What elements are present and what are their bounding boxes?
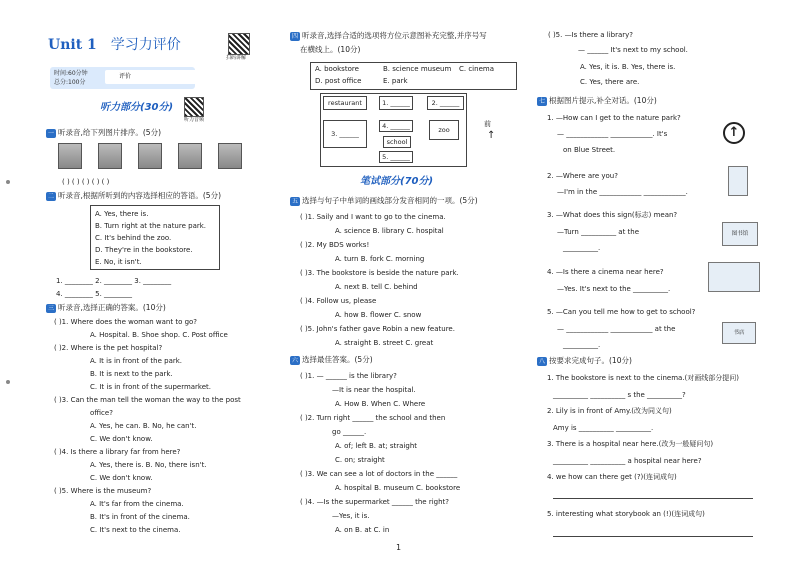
section-heading	[290, 31, 487, 41]
page-number: 1	[396, 543, 402, 552]
section-heading-text: 听录音,选择正确的答案。(10分)	[58, 303, 166, 312]
building-icon	[728, 166, 748, 196]
option: E. park	[383, 77, 408, 85]
library-sign: 图书馆	[722, 222, 758, 246]
options: A. Yes, it is. B. Yes, there is.	[580, 63, 676, 71]
binding-hole	[6, 380, 10, 384]
section-heading	[290, 196, 478, 206]
building-icon	[138, 143, 162, 169]
answer-line: —Yes, it is.	[332, 512, 370, 520]
binding-hole	[6, 180, 10, 184]
section-number: 一	[47, 129, 54, 137]
option: C. We don't know.	[90, 474, 153, 482]
info-box	[50, 67, 195, 89]
answer-line[interactable]: — ____________ ____________ at the	[557, 325, 676, 333]
section-heading-text: 选择最佳答案。(5分)	[302, 355, 373, 364]
answer-line[interactable]	[553, 536, 753, 537]
question: ( )4. Follow us, please	[300, 297, 377, 305]
answer-line[interactable]: __________.	[563, 341, 601, 349]
qr-code-icon	[184, 97, 204, 117]
direction-map	[320, 93, 467, 167]
unit-title	[48, 37, 181, 55]
options-box	[310, 62, 517, 90]
time-info: 时间:60分钟	[54, 70, 88, 77]
option: C. cinema	[459, 65, 494, 73]
map-blank-1[interactable]: 1. ______	[379, 96, 413, 110]
section-number: 六	[291, 356, 298, 364]
map-zoo: zoo	[429, 120, 459, 140]
question: 3. —What does this sign(标志) mean?	[547, 211, 678, 219]
answer-brackets: ( ) ( ) ( ) ( ) ( )	[62, 178, 110, 186]
section-heading	[46, 191, 221, 201]
option: E. No, it isn't.	[95, 258, 142, 266]
section-number: 二	[47, 192, 54, 200]
option: B. Turn right at the nature park.	[95, 222, 207, 230]
options: A. How B. When C. Where	[335, 400, 426, 408]
option: B. It's in front of the cinema.	[90, 513, 190, 521]
arrow-up-icon: ↑	[723, 122, 745, 144]
question: 4. —Is there a cinema near here?	[547, 268, 664, 276]
question: office?	[90, 409, 113, 417]
question: ( )3. Can the man tell the woman the way to the post	[54, 396, 241, 404]
options: A. science B. library C. hospital	[335, 227, 444, 235]
section-number: 三	[47, 304, 54, 312]
options: A. how B. flower C. snow	[335, 311, 422, 319]
option: A. It is in front of the park.	[90, 357, 183, 365]
question: 2. —Where are you?	[547, 172, 618, 180]
question: ( )5. Where is the museum?	[54, 487, 152, 495]
options: A. Yes, there is. B. No, there isn't.	[90, 461, 207, 469]
listening-title: 听力部分(30分)	[100, 102, 174, 113]
qr-code-icon	[228, 33, 250, 55]
map-blank-4[interactable]: 4. ______	[379, 120, 413, 132]
section-heading-text: 听录音,给下列图片排序。(5分)	[58, 128, 162, 137]
option: C. It is in front of the supermarket.	[90, 383, 212, 391]
option: C. It's behind the zoo.	[95, 234, 172, 242]
option: C. It's next to the cinema.	[90, 526, 181, 534]
building-icon	[218, 143, 242, 169]
section-heading-text: 听录音,选择合适的选项将方位示意图补充完整,并序号写	[302, 31, 487, 40]
answer-blanks[interactable]: 1. ________ 2. ________ 3. ________	[56, 277, 172, 285]
front-label: 前	[484, 120, 491, 128]
question: 5. —Can you tell me how to get to school?	[547, 308, 696, 316]
option: D. post office	[315, 77, 362, 85]
options: A. on B. at C. in	[335, 526, 390, 534]
map-restaurant: restaurant	[323, 96, 367, 110]
question: ( )2. My BDS works!	[300, 241, 370, 249]
question: ( )1. — ______ is the library?	[300, 372, 397, 380]
unit-title-cn: 学习力评价	[110, 37, 181, 53]
building-icon	[178, 143, 202, 169]
answer-line[interactable]: —I'm in the ____________ ____________.	[557, 188, 688, 196]
section-heading	[537, 96, 657, 106]
question: go ______.	[332, 428, 367, 436]
qr-label: 扫码讲解	[226, 55, 247, 61]
options: A. of; left B. at; straight	[335, 442, 418, 450]
answer-line: — ______ It's next to my school.	[578, 46, 688, 54]
section-number: 七	[538, 97, 545, 105]
answer-line[interactable]: __________ __________ s the __________?	[553, 391, 686, 399]
option: A. It's far from the cinema.	[90, 500, 184, 508]
map-blank-2[interactable]: 2. ______	[427, 96, 464, 110]
answer-line[interactable]	[553, 498, 753, 499]
score-info: 总分:100分	[54, 79, 86, 86]
question: 3. There is a hospital near here.(改为一般疑问句)	[547, 440, 714, 448]
section-number: 五	[291, 197, 298, 205]
answer-line[interactable]: —Turn __________ at the	[557, 228, 640, 236]
question: ( )1. Saily and I want to go to the cinema.	[300, 213, 446, 221]
grade-field: 评价	[105, 70, 201, 84]
bookstore-sign: 书店	[722, 322, 756, 344]
section-heading-text: 听录音,根据所听到的内容选择相应的答语。(5分)	[58, 191, 222, 200]
option: C. We don't know.	[90, 435, 153, 443]
section-heading	[46, 303, 166, 313]
question: 1. The bookstore is next to the cinema.(对画线部分提问)	[547, 374, 739, 382]
question: ( )5. —Is there a library?	[548, 31, 634, 39]
section-number: 四	[291, 32, 298, 40]
unit-label: Unit 1	[48, 37, 97, 53]
option: D. They're in the bookstore.	[95, 246, 193, 254]
question: ( )5. John's father gave Robin a new feature.	[300, 325, 455, 333]
section-heading-text: 根据图片提示,补全对话。(10分)	[549, 96, 657, 105]
building-icon	[58, 143, 82, 169]
answer-blanks[interactable]: 4. ________ 5. ________	[56, 290, 133, 298]
question: 2. Lily is in front of Amy.(改为同义句)	[547, 407, 672, 415]
option: B. It is next to the park.	[90, 370, 173, 378]
options: A. Yes, he can. B. No, he can't.	[90, 422, 197, 430]
options: A. straight B. street C. great	[335, 339, 434, 347]
answer-line[interactable]: Amy is __________ __________.	[553, 424, 654, 432]
arrow-up-icon: ↑	[487, 130, 496, 141]
option: C. Yes, there are.	[580, 78, 640, 86]
question: ( )3. We can see a lot of doctors in the ______	[300, 470, 458, 478]
map-blank-5[interactable]: 5. ______	[379, 151, 413, 163]
section-heading-cont: 在横线上。(10分)	[300, 45, 361, 54]
answer-line: —It is near the hospital.	[332, 386, 416, 394]
answer-line[interactable]: __________ __________ a hospital near here?	[553, 457, 702, 465]
question: 1. —How can I get to the nature park?	[547, 114, 681, 122]
option: B. science museum	[383, 65, 452, 73]
question: ( )3. The bookstore is beside the nature park.	[300, 269, 459, 277]
question: ( )4. —Is the supermarket ______ the right?	[300, 498, 449, 506]
options: A. Hospital. B. Shoe shop. C. Post office	[90, 331, 228, 339]
question: ( )1. Where does the woman want to go?	[54, 318, 198, 326]
question: 5. interesting what storybook an (!)(连词成句)	[547, 510, 705, 518]
answer-options-box	[90, 205, 220, 270]
question: ( )2. Where is the pet hospital?	[54, 344, 163, 352]
answer-line[interactable]: __________.	[563, 244, 601, 252]
option: C. on; straight	[335, 456, 385, 464]
options: A. turn B. fork C. morning	[335, 255, 425, 263]
section-heading	[537, 356, 632, 366]
section-heading-text: 选择与句子中单词的画线部分发音相同的一项。(5分)	[302, 196, 478, 205]
qr-label: 听力音频	[184, 117, 205, 123]
answer-line[interactable]: — ____________ ____________. It's	[557, 130, 668, 138]
picture-row	[58, 143, 258, 172]
section-heading	[290, 355, 373, 365]
option: A. Yes, there is.	[95, 210, 149, 218]
question: ( )4. Is there a library far from here?	[54, 448, 181, 456]
options: A. hospital B. museum C. bookstore	[335, 484, 461, 492]
answer-line[interactable]: —Yes. It's next to the __________.	[557, 285, 671, 293]
written-title: 笔试部分(70分)	[360, 176, 434, 187]
section-number: 八	[538, 357, 545, 365]
building-icon	[98, 143, 122, 169]
options: A. next B. tell C. behind	[335, 283, 418, 291]
answer-line: on Blue Street.	[563, 146, 616, 154]
question: ( )2. Turn right ______ the school and then	[300, 414, 446, 422]
option: A. bookstore	[315, 65, 359, 73]
section-heading-text: 按要求完成句子。(10分)	[549, 356, 632, 365]
street-scene-icon	[708, 262, 760, 292]
section-heading	[46, 128, 161, 138]
map-school: school	[383, 136, 411, 148]
question: 4. we how can there get (?)(连词成句)	[547, 473, 677, 481]
map-blank-3[interactable]: 3. ______	[323, 120, 367, 148]
